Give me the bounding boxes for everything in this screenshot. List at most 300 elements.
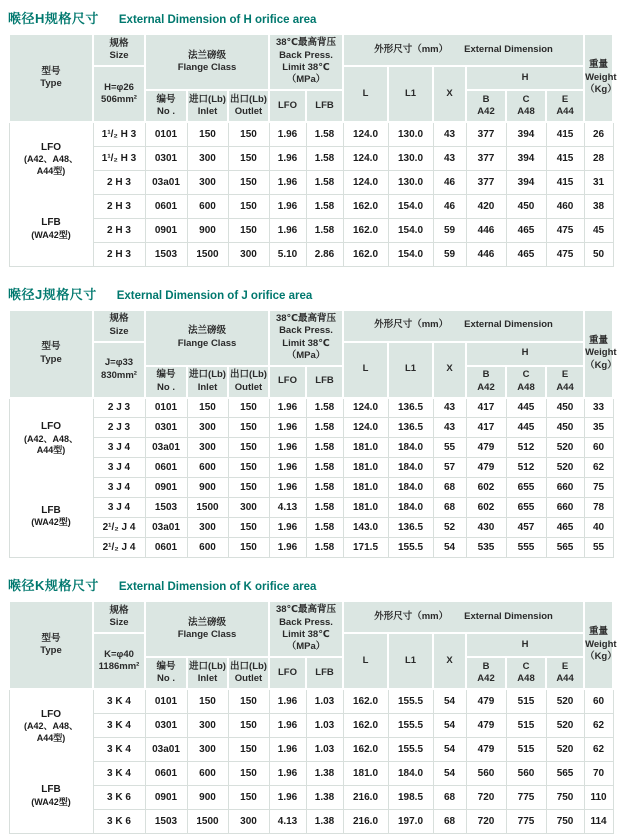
data-cell: 150 xyxy=(228,194,269,218)
data-cell: 1.96 xyxy=(269,194,306,218)
data-cell: 602 xyxy=(466,478,506,498)
data-cell: 2¹/₂ J 4 xyxy=(93,518,145,538)
data-cell: 0301 xyxy=(145,418,187,438)
col-header-flange-class xyxy=(145,34,269,90)
table-section-k xyxy=(8,575,617,834)
data-cell: 150 xyxy=(228,146,269,170)
data-cell: 555 xyxy=(506,538,546,558)
data-cell: 560 xyxy=(466,761,506,785)
col-header-lfo: LFO xyxy=(269,90,306,122)
data-cell: 198.5 xyxy=(388,785,433,809)
e-label: E xyxy=(561,93,569,105)
data-cell: 515 xyxy=(506,713,546,737)
table-row xyxy=(9,761,613,785)
data-cell: 3 K 4 xyxy=(93,737,145,761)
data-cell: 0601 xyxy=(145,538,187,558)
a42-label: A42 xyxy=(477,673,495,684)
data-cell: 1¹/₂ H 3 xyxy=(93,146,145,170)
col-header-lfb: LFB xyxy=(306,90,343,122)
weight-unit: （Kg） xyxy=(585,651,617,663)
section-title-h xyxy=(8,8,612,28)
data-cell: 45 xyxy=(584,218,613,242)
data-cell: 1.58 xyxy=(306,478,343,498)
data-cell: 446 xyxy=(466,242,506,266)
data-cell: 55 xyxy=(433,438,466,458)
data-cell: 136.5 xyxy=(388,418,433,438)
data-cell: 1.58 xyxy=(306,518,343,538)
ext-label-en: External Dimension xyxy=(464,319,553,331)
no-label-en: No . xyxy=(157,673,175,684)
data-cell: 602 xyxy=(466,498,506,518)
col-header-no xyxy=(145,366,187,398)
b-label: B xyxy=(482,660,490,672)
data-cell: 520 xyxy=(546,689,584,713)
data-cell: 155.5 xyxy=(388,737,433,761)
a44-label: A44 xyxy=(556,106,574,117)
col-header-b-a42 xyxy=(466,90,506,122)
weight-unit: （Kg） xyxy=(585,84,617,96)
ext-label-en: External Dimension xyxy=(464,610,553,622)
data-cell: 1503 xyxy=(145,809,187,833)
data-cell: 1.58 xyxy=(306,398,343,418)
data-cell: 720 xyxy=(466,809,506,833)
col-header-x: X xyxy=(433,66,466,122)
col-header-l: L xyxy=(343,342,388,398)
data-cell: 52 xyxy=(433,518,466,538)
type-label-cn: 型号 xyxy=(41,65,61,77)
type-group-label: LFB (WA42型) xyxy=(31,217,71,240)
data-cell: 600 xyxy=(187,761,228,785)
weight-label-en: Weight xyxy=(585,638,617,650)
col-header-h: H xyxy=(466,66,584,90)
c-label: C xyxy=(522,369,530,381)
col-header-e-a44 xyxy=(546,90,584,122)
data-cell: 150 xyxy=(228,418,269,438)
col-header-weight xyxy=(584,34,617,122)
data-cell: 465 xyxy=(506,242,546,266)
data-cell: 1.58 xyxy=(306,122,343,146)
inlet-label-en: Inlet xyxy=(197,673,218,684)
data-cell: 43 xyxy=(433,122,466,146)
data-cell: 150 xyxy=(187,398,228,418)
data-cell: 1.58 xyxy=(306,438,343,458)
outlet-label-cn: 出口(Lb) xyxy=(230,369,267,381)
bp-line3: Limit 38℃ xyxy=(282,62,330,73)
data-cell: 1.58 xyxy=(306,458,343,478)
data-cell: 300 xyxy=(187,418,228,438)
col-header-l1: L1 xyxy=(388,66,433,122)
data-cell: 420 xyxy=(466,194,506,218)
data-cell: 78 xyxy=(584,498,613,518)
a48-label: A48 xyxy=(517,673,535,684)
col-header-c-a48 xyxy=(506,366,546,398)
data-cell: 1500 xyxy=(187,498,228,518)
data-cell: 184.0 xyxy=(388,438,433,458)
data-cell: 46 xyxy=(433,194,466,218)
table-row xyxy=(9,170,613,194)
data-cell: 417 xyxy=(466,418,506,438)
size-value-cell xyxy=(93,633,145,689)
data-cell: 1500 xyxy=(187,809,228,833)
e-label: E xyxy=(561,369,569,381)
weight-label-cn: 重量 xyxy=(589,334,609,346)
table-row xyxy=(9,737,613,761)
col-header-external-dimension xyxy=(343,34,584,66)
data-cell: 171.5 xyxy=(343,538,388,558)
data-cell: 150 xyxy=(228,737,269,761)
table-section-j xyxy=(8,284,617,559)
data-cell: 377 xyxy=(466,146,506,170)
col-header-size xyxy=(93,601,145,633)
size-value-line2: 1186mm² xyxy=(98,661,140,672)
data-cell: 143.0 xyxy=(343,518,388,538)
data-cell: 520 xyxy=(546,713,584,737)
type-group-label: LFB (WA42型) xyxy=(31,504,71,528)
data-cell: 445 xyxy=(506,398,546,418)
data-cell: 460 xyxy=(546,194,584,218)
data-cell: 54 xyxy=(433,689,466,713)
data-cell: 155.5 xyxy=(388,538,433,558)
col-header-h: H xyxy=(466,633,584,657)
bp-line1: 38℃最高背压 xyxy=(275,37,337,49)
data-cell: 59 xyxy=(433,242,466,266)
b-label: B xyxy=(482,369,490,381)
col-header-x: X xyxy=(433,633,466,689)
data-cell: 2 H 3 xyxy=(93,170,145,194)
size-value-line2: 830mm² xyxy=(101,369,137,381)
data-cell: 35 xyxy=(584,418,613,438)
data-cell: 124.0 xyxy=(343,170,388,194)
data-cell: 03a01 xyxy=(145,438,187,458)
data-cell: 150 xyxy=(228,785,269,809)
table-title-en: External Dimension of K orifice area xyxy=(118,581,317,593)
col-header-inlet xyxy=(187,90,228,122)
col-header-lfb: LFB xyxy=(306,366,343,398)
outlet-label-cn: 出口(Lb) xyxy=(230,93,267,105)
data-cell: 150 xyxy=(228,218,269,242)
data-cell: 184.0 xyxy=(388,761,433,785)
spec-table-k xyxy=(8,600,617,834)
data-cell: 1.96 xyxy=(269,146,306,170)
data-cell: 660 xyxy=(546,498,584,518)
data-cell: 415 xyxy=(546,146,584,170)
table-row xyxy=(9,478,613,498)
bp-line4: （MPa） xyxy=(286,641,326,653)
data-cell: 1.96 xyxy=(269,689,306,713)
size-label-en: Size xyxy=(109,617,129,628)
data-cell: 3 J 4 xyxy=(93,438,145,458)
data-cell: 60 xyxy=(584,689,613,713)
flange-label-cn: 法兰磅级 xyxy=(187,616,226,628)
data-cell: 124.0 xyxy=(343,398,388,418)
data-cell: 2¹/₂ J 4 xyxy=(93,538,145,558)
col-header-size xyxy=(93,34,145,66)
data-cell: 560 xyxy=(506,761,546,785)
data-cell: 4.13 xyxy=(269,498,306,518)
data-cell: 1.96 xyxy=(269,478,306,498)
data-cell: 465 xyxy=(506,218,546,242)
col-header-no xyxy=(145,657,187,689)
size-label-cn: 规格 xyxy=(109,37,129,49)
data-cell: 57 xyxy=(433,458,466,478)
data-cell: 50 xyxy=(584,242,613,266)
data-cell: 43 xyxy=(433,146,466,170)
type-label-en: Type xyxy=(40,353,62,365)
data-cell: 150 xyxy=(187,122,228,146)
size-label-cn: 规格 xyxy=(109,313,129,325)
data-cell: 720 xyxy=(466,785,506,809)
data-cell: 512 xyxy=(506,438,546,458)
data-cell: 54 xyxy=(433,538,466,558)
outlet-label-cn: 出口(Lb) xyxy=(230,660,267,672)
table-title-en: External Dimension of H orifice area xyxy=(118,14,317,26)
data-cell: 68 xyxy=(433,478,466,498)
table-row xyxy=(9,194,613,218)
data-cell: 520 xyxy=(546,458,584,478)
weight-unit: （Kg） xyxy=(585,359,617,371)
data-cell: 197.0 xyxy=(388,809,433,833)
bp-line1: 38℃最高背压 xyxy=(275,604,337,616)
spec-table-h xyxy=(8,33,617,267)
inlet-label-cn: 进口(Lb) xyxy=(189,369,226,381)
data-cell: 900 xyxy=(187,478,228,498)
data-cell: 1.58 xyxy=(306,146,343,170)
data-cell: 300 xyxy=(187,737,228,761)
type-label-cn: 型号 xyxy=(41,341,61,353)
inlet-label-en: Inlet xyxy=(197,381,218,393)
data-cell: 475 xyxy=(546,218,584,242)
table-row xyxy=(9,785,613,809)
data-cell: 445 xyxy=(506,418,546,438)
data-cell: 155.5 xyxy=(388,689,433,713)
col-header-external-dimension xyxy=(343,601,584,633)
data-cell: 60 xyxy=(584,438,613,458)
data-cell: 415 xyxy=(546,170,584,194)
data-cell: 150 xyxy=(228,478,269,498)
col-header-lfo: LFO xyxy=(269,366,306,398)
weight-label-en: Weight xyxy=(585,71,617,83)
data-cell: 154.0 xyxy=(388,194,433,218)
data-cell: 750 xyxy=(546,809,584,833)
table-row xyxy=(9,689,613,713)
data-cell: 1.96 xyxy=(269,713,306,737)
size-value-line2: 506mm² xyxy=(101,94,137,105)
data-cell: 0601 xyxy=(145,194,187,218)
data-cell: 300 xyxy=(187,713,228,737)
section-title-j xyxy=(8,284,612,304)
col-header-size xyxy=(93,310,145,342)
col-header-c-a48 xyxy=(506,657,546,689)
type-label-en: Type xyxy=(40,645,62,656)
data-cell: 110 xyxy=(584,785,613,809)
data-cell: 300 xyxy=(187,438,228,458)
data-cell: 03a01 xyxy=(145,737,187,761)
data-cell: 216.0 xyxy=(343,809,388,833)
data-cell: 155.5 xyxy=(388,713,433,737)
data-cell: 394 xyxy=(506,146,546,170)
type-group-cell xyxy=(9,398,93,558)
data-cell: 1503 xyxy=(145,498,187,518)
data-cell: 535 xyxy=(466,538,506,558)
data-cell: 1.58 xyxy=(306,498,343,518)
data-cell: 3 J 4 xyxy=(93,458,145,478)
flange-label-cn: 法兰磅级 xyxy=(187,325,226,337)
data-cell: 1.96 xyxy=(269,170,306,194)
col-header-flange-class xyxy=(145,601,269,657)
data-cell: 0101 xyxy=(145,689,187,713)
col-header-b-a42 xyxy=(466,657,506,689)
data-cell: 2 H 3 xyxy=(93,218,145,242)
data-cell: 130.0 xyxy=(388,146,433,170)
data-cell: 3 K 4 xyxy=(93,713,145,737)
table-row xyxy=(9,398,613,418)
data-cell: 450 xyxy=(506,194,546,218)
data-cell: 660 xyxy=(546,478,584,498)
col-header-outlet xyxy=(228,657,269,689)
data-cell: 600 xyxy=(187,194,228,218)
col-header-l1: L1 xyxy=(388,633,433,689)
col-header-outlet xyxy=(228,90,269,122)
data-cell: 136.5 xyxy=(388,398,433,418)
bp-line4: （MPa） xyxy=(286,349,326,361)
data-cell: 124.0 xyxy=(343,418,388,438)
bp-line3: Limit 38℃ xyxy=(282,629,330,640)
outlet-label-en: Outlet xyxy=(234,381,263,393)
data-cell: 26 xyxy=(584,122,613,146)
table-title-en: External Dimension of J orifice area xyxy=(116,289,313,302)
data-cell: 1.58 xyxy=(306,194,343,218)
a42-label: A42 xyxy=(477,106,495,117)
data-cell: 512 xyxy=(506,458,546,478)
data-cell: 1.38 xyxy=(306,809,343,833)
data-cell: 0301 xyxy=(145,713,187,737)
type-group-label: LFO (A42、A48、 A44型) xyxy=(23,141,79,176)
table-title-cn: 喉径J规格尺寸 xyxy=(8,286,97,302)
outlet-label-en: Outlet xyxy=(234,673,263,684)
data-cell: 0601 xyxy=(145,458,187,478)
type-group-label: LFO (A42、A48、 A44型) xyxy=(23,421,79,455)
data-cell: 150 xyxy=(228,438,269,458)
col-header-lfo: LFO xyxy=(269,657,306,689)
data-cell: 130.0 xyxy=(388,122,433,146)
col-header-l: L xyxy=(343,66,388,122)
data-cell: 68 xyxy=(433,785,466,809)
data-cell: 450 xyxy=(546,398,584,418)
data-cell: 1.96 xyxy=(269,761,306,785)
data-cell: 1.38 xyxy=(306,761,343,785)
data-cell: 520 xyxy=(546,438,584,458)
data-cell: 55 xyxy=(584,538,613,558)
table-row xyxy=(9,242,613,266)
data-cell: 0901 xyxy=(145,218,187,242)
data-cell: 124.0 xyxy=(343,146,388,170)
data-cell: 479 xyxy=(466,713,506,737)
size-label-en: Size xyxy=(109,325,129,337)
data-cell: 300 xyxy=(228,498,269,518)
data-cell: 0901 xyxy=(145,785,187,809)
data-cell: 600 xyxy=(187,538,228,558)
a44-label: A44 xyxy=(556,673,574,684)
data-cell: 457 xyxy=(506,518,546,538)
data-cell: 450 xyxy=(546,418,584,438)
data-cell: 5.10 xyxy=(269,242,306,266)
col-header-no xyxy=(145,90,187,122)
data-cell: 62 xyxy=(584,737,613,761)
data-cell: 565 xyxy=(546,761,584,785)
col-header-back-press xyxy=(269,34,343,90)
col-header-l1: L1 xyxy=(388,342,433,398)
bp-line2: Back Press. xyxy=(279,49,333,61)
data-cell: 775 xyxy=(506,809,546,833)
data-cell: 162.0 xyxy=(343,689,388,713)
outlet-label-en: Outlet xyxy=(234,106,263,117)
data-cell: 2.86 xyxy=(306,242,343,266)
flange-label-en: Flange Class xyxy=(177,62,237,73)
data-cell: 479 xyxy=(466,438,506,458)
table-row xyxy=(9,538,613,558)
data-cell: 3 K 4 xyxy=(93,761,145,785)
data-cell: 3 K 6 xyxy=(93,809,145,833)
col-header-e-a44 xyxy=(546,366,584,398)
inlet-label-cn: 进口(Lb) xyxy=(189,660,226,672)
ext-label-cn: 外形尺寸（mm） xyxy=(374,43,449,55)
data-cell: 43 xyxy=(433,418,466,438)
size-value-line1: K=φ40 xyxy=(104,648,134,660)
data-cell: 130.0 xyxy=(388,170,433,194)
data-cell: 150 xyxy=(228,458,269,478)
data-cell: 1.03 xyxy=(306,737,343,761)
table-row xyxy=(9,498,613,518)
data-cell: 184.0 xyxy=(388,458,433,478)
size-label-en: Size xyxy=(109,50,129,61)
data-cell: 0901 xyxy=(145,478,187,498)
data-cell: 150 xyxy=(228,689,269,713)
data-cell: 33 xyxy=(584,398,613,418)
table-row xyxy=(9,518,613,538)
data-cell: 1.96 xyxy=(269,538,306,558)
data-cell: 300 xyxy=(228,809,269,833)
data-cell: 62 xyxy=(584,713,613,737)
data-cell: 124.0 xyxy=(343,122,388,146)
size-value-cell xyxy=(93,342,145,398)
b-label: B xyxy=(482,93,490,105)
data-cell: 68 xyxy=(433,498,466,518)
data-cell: 479 xyxy=(466,689,506,713)
data-cell: 4.13 xyxy=(269,809,306,833)
data-cell: 520 xyxy=(546,737,584,761)
data-cell: 1.96 xyxy=(269,122,306,146)
table-row xyxy=(9,809,613,833)
data-cell: 565 xyxy=(546,538,584,558)
data-cell: 1.58 xyxy=(306,170,343,194)
section-title-k xyxy=(8,575,612,595)
data-cell: 1.96 xyxy=(269,218,306,242)
table-title-cn: 喉径H规格尺寸 xyxy=(8,11,99,26)
ext-label-cn: 外形尺寸（mm） xyxy=(374,319,449,331)
data-cell: 3 J 4 xyxy=(93,498,145,518)
data-cell: 417 xyxy=(466,398,506,418)
bp-line3: Limit 38℃ xyxy=(282,337,330,349)
bp-line4: （MPa） xyxy=(286,74,326,86)
data-cell: 1.96 xyxy=(269,418,306,438)
bp-line2: Back Press. xyxy=(279,616,333,628)
data-cell: 154.0 xyxy=(388,218,433,242)
a48-label: A48 xyxy=(517,381,535,393)
a42-label: A42 xyxy=(477,381,495,393)
col-header-flange-class xyxy=(145,310,269,366)
data-cell: 1.03 xyxy=(306,713,343,737)
data-cell: 1.58 xyxy=(306,218,343,242)
